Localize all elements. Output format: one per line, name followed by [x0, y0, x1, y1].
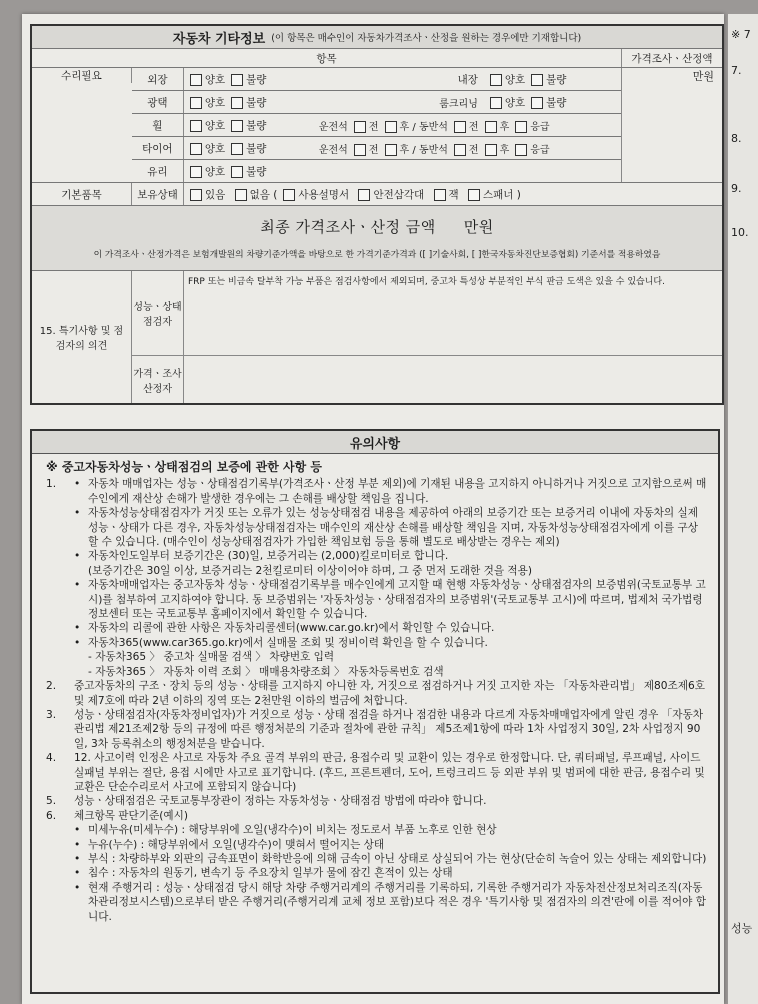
wheel-good-checkbox[interactable] [190, 120, 202, 132]
document-page [22, 14, 724, 1004]
tire-good-checkbox[interactable] [190, 143, 202, 155]
exterior-bad-checkbox[interactable] [231, 74, 243, 86]
wheel-driver-front[interactable] [354, 121, 366, 133]
wheel-driver-rear[interactable] [385, 121, 397, 133]
gloss-bad-checkbox[interactable] [231, 97, 243, 109]
spanner-checkbox[interactable] [468, 189, 480, 201]
interior-good-checkbox[interactable] [490, 74, 502, 86]
repair-price-unit: 만원 [692, 70, 714, 83]
wheel-emergency[interactable] [515, 121, 527, 133]
interior-bad-checkbox[interactable] [531, 74, 543, 86]
repair-section [32, 68, 722, 183]
glass-bad-checkbox[interactable] [231, 166, 243, 178]
exterior-good-checkbox[interactable] [190, 74, 202, 86]
tire-passenger-rear[interactable] [485, 144, 497, 156]
tire-driver-rear[interactable] [385, 144, 397, 156]
special-notes-section: 15. 특기사항 및 점검자의 의견 성능ㆍ상태 점검자 FRP 또는 비금속 탈부착 가능 부품은 점검사항에서 제외되며, 중고차 특성상 부분적인 부식 판금 도색은 있을 수 있습니다. 가격ㆍ조사 산정자 [32, 271, 722, 403]
col-price-header: 가격조사ㆍ산정액 [631, 52, 713, 65]
tire-driver-front[interactable] [354, 144, 366, 156]
repair-rows: 외장 양호 불량 내장 양호 불량 광택 양호 불량 룸크리닝 양호 불량 휠 양호 불량 운전석 전 후 / 동반석 전 후 응급 타이어 양호 불량 운전석 전 후 / 동반석 전 후 응급 유리 양호 불량 [132, 68, 622, 182]
repair-label: 수리필요 [32, 68, 132, 83]
section-title: 자동차 기타정보 [172, 31, 266, 47]
final-price-title: 최종 가격조사ㆍ산정 금액 [260, 218, 436, 236]
notes-section: 유의사항 ※ 중고자동차성능ㆍ상태점검의 보증에 관한 사항 등 1. • 자동차 매매업자는 성능ㆍ상태점검기록부(가격조사ㆍ산정 부분 제외)에 기재된 내용을 고지하지 아니하거나 거짓으로 고지함으로써 매수인에게 재산상 손해가 발생한 경우에는 그 손해를 배상할 책임을 집니다. • 자동차성능상태점검자가 거짓 또는 오류가 있는 성능상태점검 내용을 제공하여 아래의 보증기간 또는 보증거리 이내에 자동차의 실제 성능ㆍ상태가 다른 경우, 자동차성능상태점검자는 매수인의 재산상 손해를 배상할 책임을 지며, 자동차성능상태점검자에게 이를 구상할 수 있습니다. (매수인이 성능상태점검자가 가입한 책임보험 등을 통해 별도로 배상받는 경우는 제외) • 자동차인도일부터 보증기간은 (30)일, 보증거리는 (2,000)킬로미터로 합니다. (보증기간은 30일 이상, 보증거리는 2천킬로미터 이상이어야 하며, 그 중 먼저 도래한 것을 적용) • 자동차매매업자는 중고자동차 성능ㆍ상태점검기록부를 매수인에게 고지할 때 현행 자동차성능ㆍ상태점검자의 보증범위(국토교통부 고시)를 첨부하여 고지하여야 합니다. 동 보증범위는 '자동차성능ㆍ상태점검자의 보증범위'(국토교통부 고시)에 따르며, 법제처 국가법령정보센터 또는 국토교통부 홈페이지에서 확인할 수 있습니다. • 자동차의 리콜에 관한 사항은 자동차리콜센터(www.car.go.kr)에서 확인할 수 있습니다. • 자동차365(www.car365.go.kr)에서 실매물 조회 및 정비이력 확인을 할 수 있습니다. - 자동차365 〉 중고차 실매물 검색 〉 차량번호 입력 - 자동차365 〉 자동차 이력 조회 〉 매매용차량조회 〉 자동차등록번호 검색 2. 중고자동차의 구조ㆍ장치 등의 성능ㆍ상태를 고지하지 아니한 자, 거짓으로 점검하거나 거짓 고지한 자는 「자동차관리법」 제80조제6호 및 제7호에 따라 2년 이하의 징역 또는 2천만원 이하의 벌금에 처합니다. 3. 성능ㆍ상태점검자(자동차정비업자)가 거짓으로 성능ㆍ상태 점검을 하거나 점검한 내용과 다르게 자동차매매업자에게 알린 경우 「자동차관리법 제21조제2항 등의 규정에 따른 행정처분의 기준과 절차에 관한 규칙」 제5조제1항에 따라 1차 사업정지 30일, 2차 사업정지 90일, 3차 등록취소의 행정처분을 받습니다. 4. 12. 사고이력 인정은 사고로 자동차 주요 골격 부위의 판금, 용접수리 및 교환이 있는 경우로 한정합니다. 단, 쿼터패널, 루프패널, 사이드실패널 부위는 절단, 용접 시에만 사고로 표기합니다. (후드, 프론트펜더, 도어, 트렁크리드 등 외판 부위 및 범퍼에 대한 판금, 용접수리 및 교환은 단순수리로서 사고에 포함되지 않습니다) 5. 성능ㆍ상태점검은 국토교통부장관이 정하는 자동차성능ㆍ상태점검 방법에 따라야 합니다. 6. 체크항목 판단기준(예시) • 미세누유(미세누수) : 해당부위에 오일(냉각수)이 비치는 정도로서 부품 노후로 인한 현상 • 누유(누수) : 해당부위에서 오일(냉각수)이 맺혀서 떨어지는 상태 • 부식 : 차량하부와 외판의 금속표면이 화학반응에 의해 금속이 아닌 상태로 상실되어 가는 현상(단순히 녹슬어 있는 상태는 제외합니다) • 침수 : 자동차의 원동기, 변속기 등 주요장치 일부가 물에 잠긴 흔적이 있는 상태 • 현재 주행거리 : 성능ㆍ상태점검 당시 해당 차량 주행거리계의 주행거리를 기록하되, 기록한 주행거리가 자동차전산정보처리조직(자동차관리정보시스템)으로부터 받은 주행거리(주행거리계 교체 정보 포함)보다 적은 경우 '특기사항 및 점검자의 의견'란에 이를 적어야 합니다. [30, 429, 720, 994]
none-checkbox[interactable] [235, 189, 247, 201]
roomclean-bad-checkbox[interactable] [531, 97, 543, 109]
section-note: (이 항목은 매수인이 자동차가격조사ㆍ산정을 원하는 경우에만 기재합니다) [271, 33, 582, 44]
glass-good-checkbox[interactable] [190, 166, 202, 178]
adjacent-page-edge: ※ 7 7. 8. 9. 10. 성능 [728, 14, 758, 1004]
triangle-checkbox[interactable] [358, 189, 370, 201]
notes-title: 유의사항 [349, 436, 401, 452]
basic-items-label: 기본품목 [61, 188, 102, 201]
section-header [32, 26, 722, 49]
vehicle-other-info-table: 자동차 기타정보 (이 항목은 매수인이 자동차가격조사ㆍ산정을 원하는 경우에만 기재합니다) 항목 가격조사ㆍ산정액 수리필요 외장 양호 불량 내장 양호 불량 광택 양호 불량 룸크리닝 양호 불량 휠 양호 불량 운전석 전 후 / 동반석 전 후 응급 타이어 양호 불량 운전석 전 후 / 동반석 전 후 응급 유리 양호 불량 만원 기본품목 보유상태 있음 없음 ( 사용설명서 안전삼각대 잭 스패너 ) 최종 가격조사ㆍ산정 금액 만원 이 가격조사ㆍ산정가격은 보험개발원의 차량기준가액을 바탕으로 한 가격기준가격과 ([ ]기술사회, [ ]한국자동차진단보증협회) 기준서를 적용하였음 15. 특기사항 및 점검자의 의견 성능ㆍ상태 점검자 FRP 또는 비금속 탈부착 가능 부품은 점검사항에서 제외되며, 중고차 특성상 부분적인 부식 판금 도색은 있을 수 있습니다. 가격ㆍ조사 산정자 [30, 24, 724, 405]
final-price-box: 최종 가격조사ㆍ산정 금액 만원 이 가격조사ㆍ산정가격은 보험개발원의 차량기준가액을 바탕으로 한 가격기준가격과 ([ ]기술사회, [ ]한국자동차진단보증협회) 기준서를 적용하였음 [32, 206, 722, 271]
tire-bad-checkbox[interactable] [231, 143, 243, 155]
gloss-good-checkbox[interactable] [190, 97, 202, 109]
col-item-header: 항목 [32, 49, 622, 67]
wheel-bad-checkbox[interactable] [231, 120, 243, 132]
appraiser-opinion-field[interactable] [184, 356, 722, 403]
tire-passenger-front[interactable] [454, 144, 466, 156]
frp-note: FRP 또는 비금속 탈부착 가능 부품은 점검사항에서 제외되며, 중고차 특성상 부분적인 부식 판금 도색은 있을 수 있습니다. [188, 277, 665, 287]
wheel-passenger-rear[interactable] [485, 121, 497, 133]
jack-checkbox[interactable] [434, 189, 446, 201]
notes-heading: ※ 중고자동차성능ㆍ상태점검의 보증에 관한 사항 등 [46, 460, 322, 474]
special-notes-label: 15. 특기사항 및 점검자의 의견 [32, 271, 132, 403]
has-checkbox[interactable] [190, 189, 202, 201]
manual-checkbox[interactable] [283, 189, 295, 201]
tire-emergency[interactable] [515, 144, 527, 156]
roomclean-good-checkbox[interactable] [490, 97, 502, 109]
wheel-passenger-front[interactable] [454, 121, 466, 133]
